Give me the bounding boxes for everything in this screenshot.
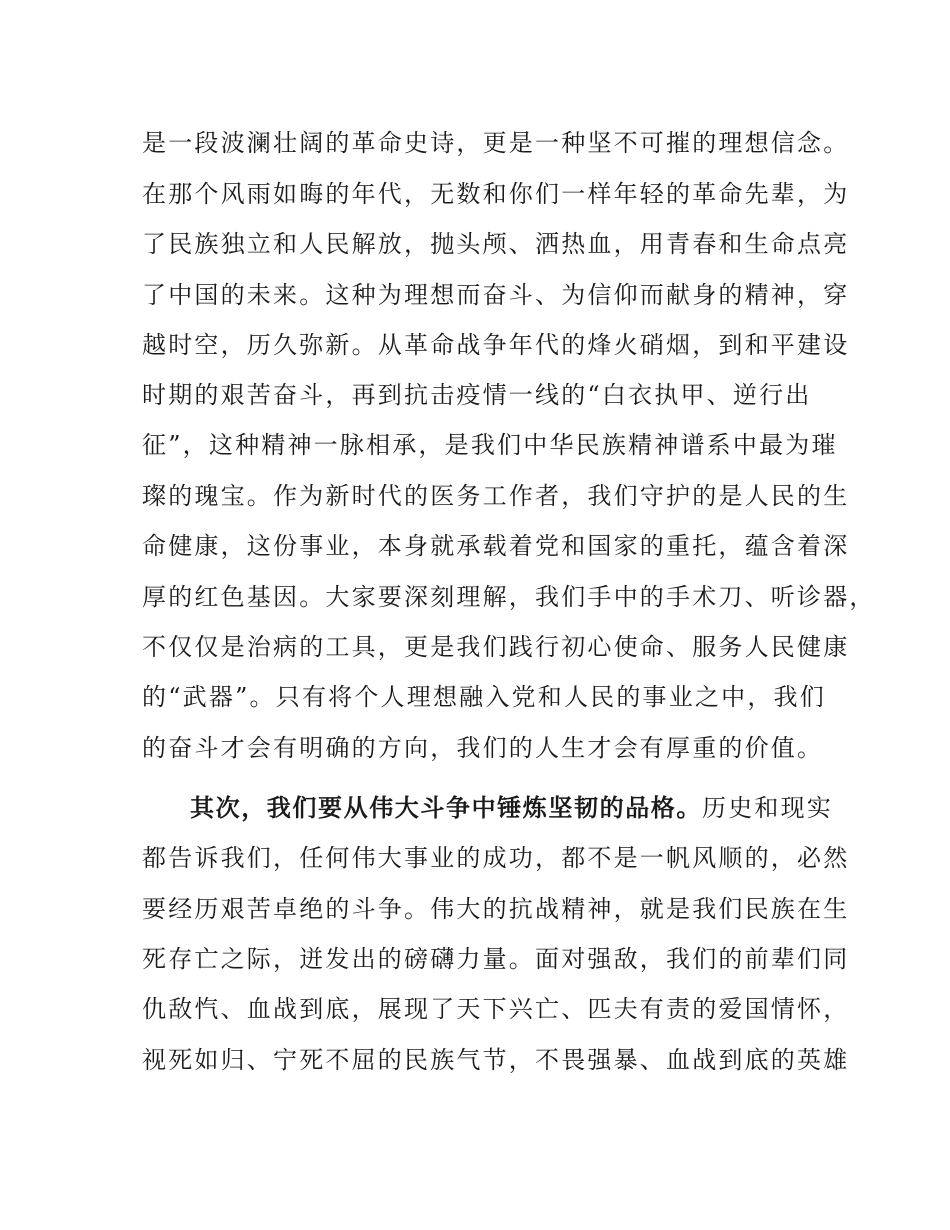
- paragraph-2-line-1-rest: 历史和现实: [702, 794, 833, 822]
- paragraph-1-line-3: 了民族独立和人民解放，抛头颅、洒热血，用青春和生命点亮: [142, 230, 850, 258]
- paragraph-1-line-7: 征”，这种精神一脉相承，是我们中华民族精神谱系中最为璀: [142, 431, 838, 459]
- paragraph-1-line-10: 厚的红色基因。大家要深刻理解，我们手中的手术刀、听诊器，: [142, 583, 876, 611]
- paragraph-1-line-11: 不仅仅是治病的工具，更是我们践行初心使命、服务人民健康: [142, 633, 850, 661]
- paragraph-1-line-2: 在那个风雨如晦的年代，无数和你们一样年轻的革命先辈，为: [142, 180, 850, 208]
- paragraph-1-line-1: 是一段波澜壮阔的革命史诗，更是一种坚不可摧的理想信念。: [142, 129, 850, 157]
- paragraph-1-line-8: 璨的瑰宝。作为新时代的医务工作者，我们守护的是人民的生: [142, 482, 850, 510]
- paragraph-2-line-4: 死存亡之际，迸发出的磅礴力量。面对强敌，我们的前辈们同: [142, 945, 850, 973]
- paragraph-1-line-12: 的“武器”。只有将个人理想融入党和人民的事业之中，我们: [142, 683, 826, 711]
- paragraph-1-line-13: 的奋斗才会有明确的方向，我们的人生才会有厚重的价值。: [142, 734, 824, 762]
- paragraph-2-line-5: 仇敌忾、血战到底，展现了天下兴亡、匹夫有责的爱国情怀，: [142, 995, 850, 1023]
- paragraph-1-line-9: 命健康，这份事业，本身就承载着党和国家的重托，蕴含着深: [142, 532, 850, 560]
- paragraph-2-line-1: [190, 790, 833, 826]
- paragraph-1-line-4: 了中国的未来。这种为理想而奋斗、为信仰而献身的精神，穿: [142, 281, 850, 309]
- paragraph-2-lead-sentence: 其次，我们要从伟大斗争中锤炼坚韧的品格。: [190, 794, 702, 822]
- paragraph-1-line-5: 越时空，历久弥新。从革命战争年代的烽火硝烟，到和平建设: [142, 331, 850, 359]
- paragraph-2-line-6: 视死如归、宁死不屈的民族气节，不畏强暴、血战到底的英雄: [142, 1046, 850, 1074]
- paragraph-2-line-3: 要经历艰苦卓绝的斗争。伟大的抗战精神，就是我们民族在生: [142, 895, 850, 923]
- paragraph-1-line-6: 时期的艰苦奋斗，再到抗击疫情一线的“白衣执甲、逆行出: [142, 381, 812, 409]
- paragraph-2-line-2: 都告诉我们，任何伟大事业的成功，都不是一帆风顺的，必然: [142, 844, 850, 872]
